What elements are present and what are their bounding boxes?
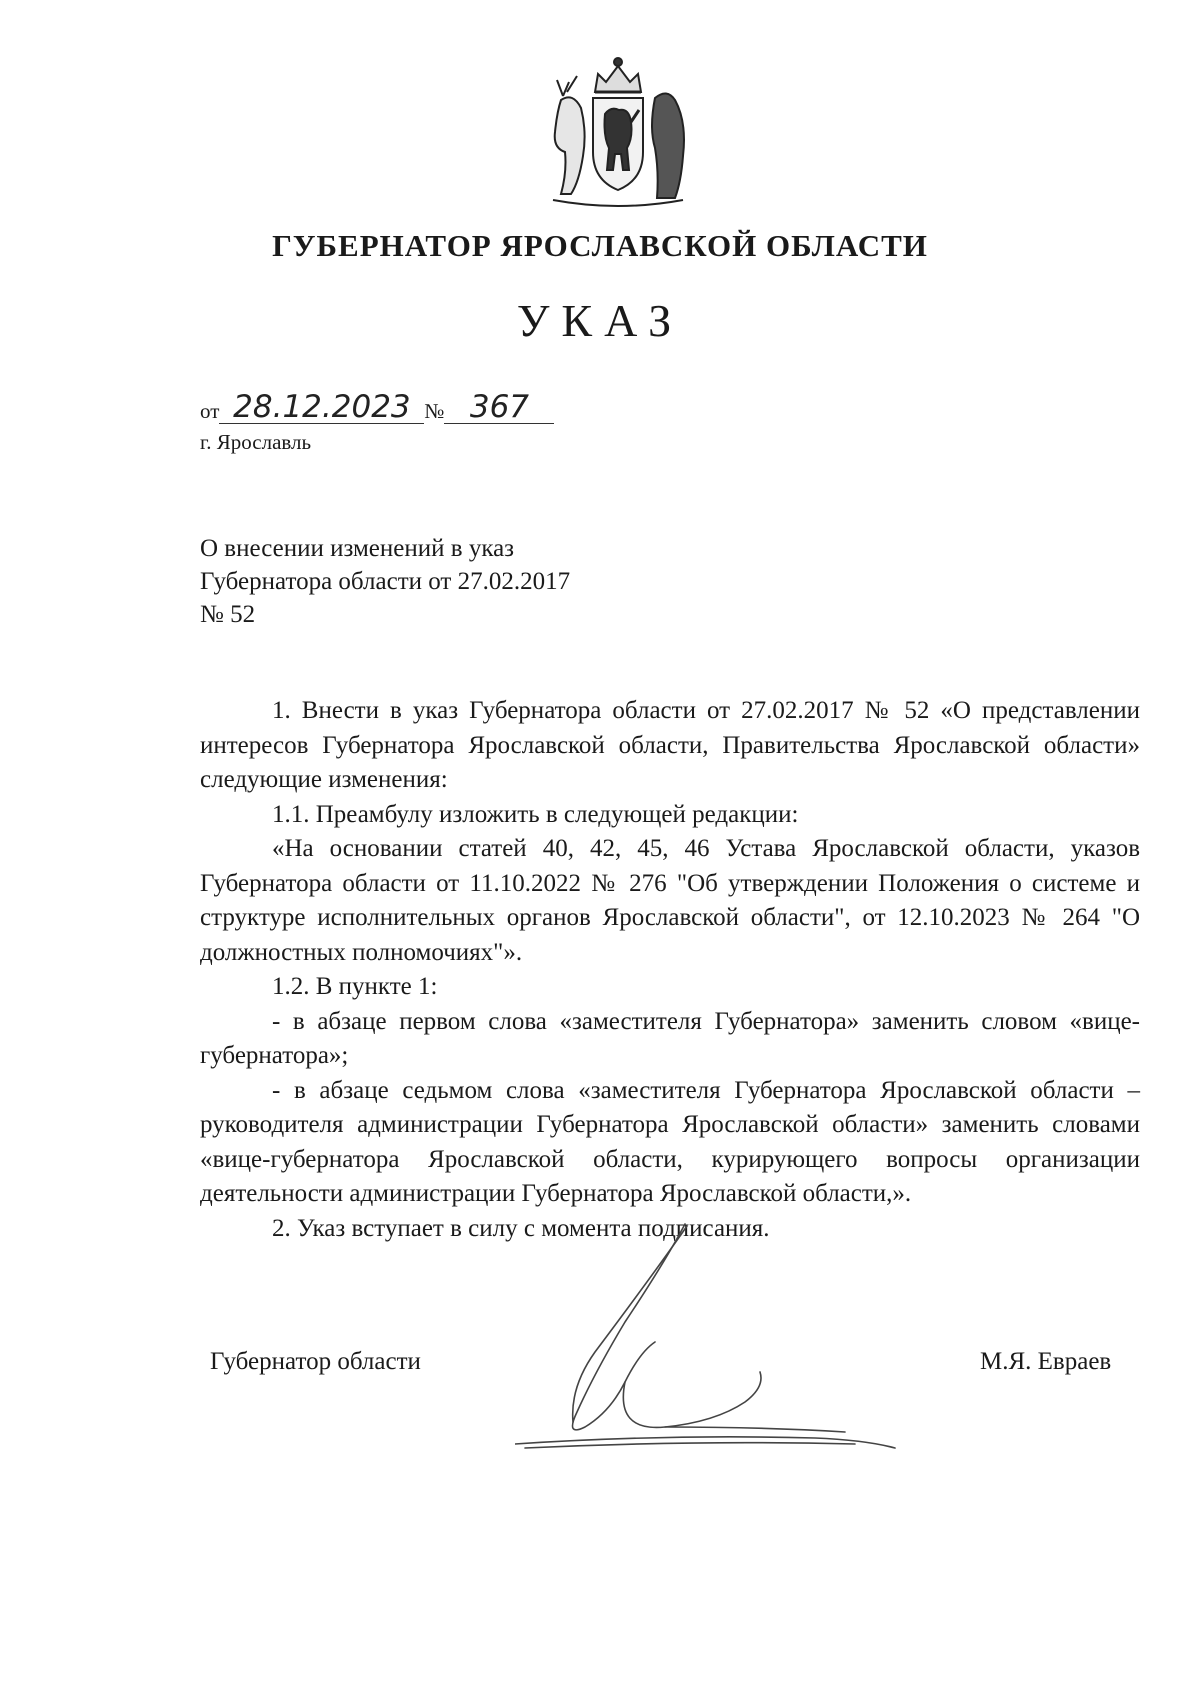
date-prefix: от [200, 399, 220, 423]
issuing-authority: ГУБЕРНАТОР ЯРОСЛАВСКОЙ ОБЛАСТИ [272, 228, 928, 263]
number-prefix: № [424, 399, 445, 423]
document-type: УКАЗ [516, 295, 684, 346]
decree-number: 367 [444, 391, 554, 424]
decree-body [200, 694, 1140, 1246]
paragraph-1-2: 1.2. В пункте 1: [272, 973, 438, 1000]
signatory-title: Губернатор области [210, 1348, 421, 1375]
handwritten-signature [515, 1222, 925, 1457]
subject-line: О внесении изменений в указ [200, 535, 515, 562]
preamble-text: «На основании статей 40, 42, 45, 46 Устава Ярославской области, указов Губернатора области от 11.10.2022 № 276 "Об утверждении Положения о системе и структуре исполнительных органов Ярославской области", от 12.10.2023 № 264 "О должностных полномочиях"». [200, 835, 1140, 966]
place-of-issue: г. Ярославль [200, 430, 312, 454]
paragraph-1-1: 1.1. Преамбулу изложить в следующей редакции: [272, 800, 799, 828]
signatory-name: М.Я. Евраев [980, 1348, 1112, 1375]
paragraph-2: 2. Указ вступает в силу с момента подписания. [272, 1214, 770, 1242]
amendment-first: - в абзаце первом слова «заместителя Губернатора» заменить словом «вице-губернатора»; [200, 1007, 1140, 1069]
coat-of-arms-icon [543, 52, 693, 212]
amendment-seventh: - в абзаце седьмом слова «заместителя Губернатора Ярославской области – руководителя администрации Губернатора Ярославской области» заменить словами «вице-губернатора Ярославской области, курирующего вопросы организации деятельности администрации Губернатора Ярославской области,». [200, 1076, 1140, 1207]
decree-meta [200, 390, 554, 424]
decree-subject [200, 532, 570, 631]
subject-line: № 52 [200, 601, 256, 628]
decree-date: 28.12.2023 [219, 391, 424, 424]
paragraph-1: 1. Внести в указ Губернатора области от 27.02.2017 № 52 «О представлении интересов Губернатора Ярославской области, Правительства Ярославской области» следующие изменения: [200, 697, 1140, 793]
subject-line: Губернатора области от 27.02.2017 [200, 568, 571, 595]
